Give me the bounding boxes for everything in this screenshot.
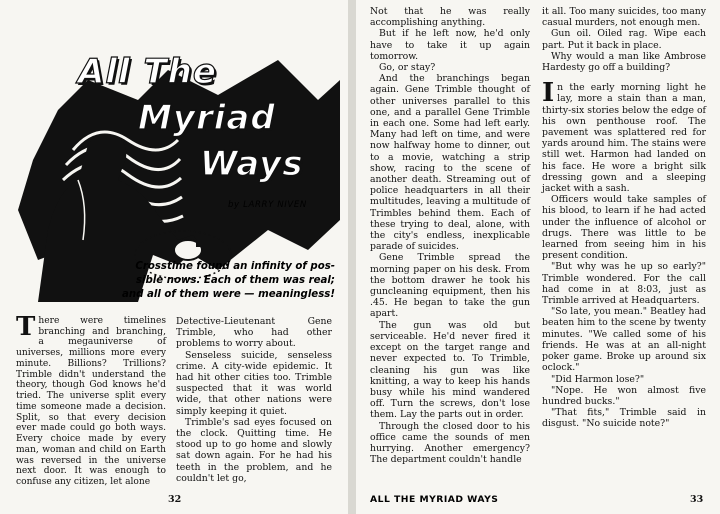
paragraph: Gun oil. Oiled rag. Wipe each part. Put it back in place. [542, 28, 706, 51]
paragraph: Trimble's sad eyes focused on the clock. Quitting time. He stood up to go home and slowly sat down again. For he had his teeth in the problem, and he couldn't let go, [176, 416, 332, 484]
right-page [356, 0, 720, 514]
page-number: 33 [690, 494, 704, 505]
gutter [348, 0, 356, 514]
paragraph: Why would a man like Ambrose Hardesty go off a building? [542, 50, 706, 74]
paragraph: "Did Harmon lose?" [551, 373, 645, 385]
right-column-1 [370, 6, 530, 465]
paragraph-text: here were timelines branching and branching, a megauniverse of universes, millions more every minute. Billions? Trillions? Trimble didn't understand the theory, though God knows he'd tried. The universe split every time someone made a decision. Split, so that every decision ever made could go both ways. Every choice made by every man, woman and child on Earth was reversed in the universe next door. It was enough to confuse any citizen, let alone [16, 316, 166, 488]
paragraph: Not that he was really accomplishing anything. [370, 6, 530, 29]
paragraph: it all. Too many suicides, too many casual murders, not enough men. [542, 6, 706, 29]
paragraph: "That fits," Trimble said in disgust. "No suicide note?" [542, 407, 706, 430]
paragraph: Through the closed door to his office came the sounds of men hurrying. Another emergency? The department couldn't handle [370, 420, 530, 466]
paragraph: "So late, you mean." Beatley had beaten him to the scene by twenty minutes. "We called some of his friends. He was at an all-night poker game. Broke up around six oclock." [542, 306, 706, 374]
left-column-2 [176, 316, 332, 484]
title-line-2: Myriad [138, 98, 276, 138]
right-column-2 [542, 6, 706, 430]
title-line-3: Ways [200, 144, 304, 184]
byline: by LARRY NIVEN [228, 200, 307, 210]
paragraph: Go, or stay? [379, 62, 436, 74]
left-page [0, 0, 348, 514]
paragraph [542, 78, 706, 195]
paragraph: But if he left now, he'd only have to take it up again tomorrow. [370, 28, 530, 62]
tagline-line: Crosstime found an infinity of pos- [135, 261, 335, 272]
tagline [120, 260, 335, 302]
running-head: ALL THE MYRIAD WAYS [370, 494, 499, 505]
paragraph: Senseless suicide, senseless crime. A city-wide epidemic. It had hit other cities too. Trimble suspected that it was world wide, that other nations were simply keeping it quiet. [176, 349, 332, 417]
tagline-line: and all of them were — meaningless! [122, 289, 335, 300]
paragraph: Detective-Lieutenant Gene Trimble, who had other problems to worry about. [176, 316, 332, 350]
paragraph: Officers would take samples of his blood, to learn if he had acted under the influence of alcohol or drugs. There was little to be learned from seeing him in his present condition. [542, 194, 706, 262]
title-line-1: All The [78, 52, 217, 92]
left-column-1 [16, 312, 166, 488]
drop-cap: I [542, 78, 555, 109]
paragraph-text: n the early morning light he lay, more a stain than a man, thirty-six stories below the edge of his own penthouse roof. The pavement was splattered red for yards around him. The stains were still wet. Harmon had landed on his face. He wore a bright silk dressing gown and a sleeping jacket with a sash. [542, 82, 706, 195]
tagline-line: sible nows. Each of them was real; [135, 275, 335, 286]
page-number: 32 [168, 494, 182, 505]
paragraph: The gun was old but serviceable. He'd never fired it except on the target range and never expected to. To Trimble, cleaning his gun was like knitting, a way to keep his hands busy while his mind wandered off. Turn the screws, don't lose them. Lay the parts out in order. [370, 319, 530, 421]
paragraph [16, 312, 166, 488]
paragraph: Gene Trimble spread the morning paper on his desk. From the bottom drawer he took his guncleaning equipment, then his .45. He began to take the gun apart. [370, 252, 530, 320]
paragraph: "But why was he up so early?" Trimble wondered. For the call had come in at 8:03, just as Trimble arrived at Headquarters. [542, 261, 706, 307]
paragraph: And the branchings began again. Gene Trimble thought of other universes parallel to this one, and a parallel Gene Trimble in each one. Some had left early. Many had left on time, and were now halfway home to dinner, out to a movie, watching a strip show, racing to the scene of another death. Streaming out of police headquarters in all their multitudes, leaving a multitude of Trimbles behind them. Each of these trying to deal, alone, with the city's endless, inexplicable parade of suicides. [370, 73, 530, 253]
paragraph: "Nope. He won almost five hundred bucks." [542, 384, 706, 407]
drop-cap: T [16, 312, 36, 342]
